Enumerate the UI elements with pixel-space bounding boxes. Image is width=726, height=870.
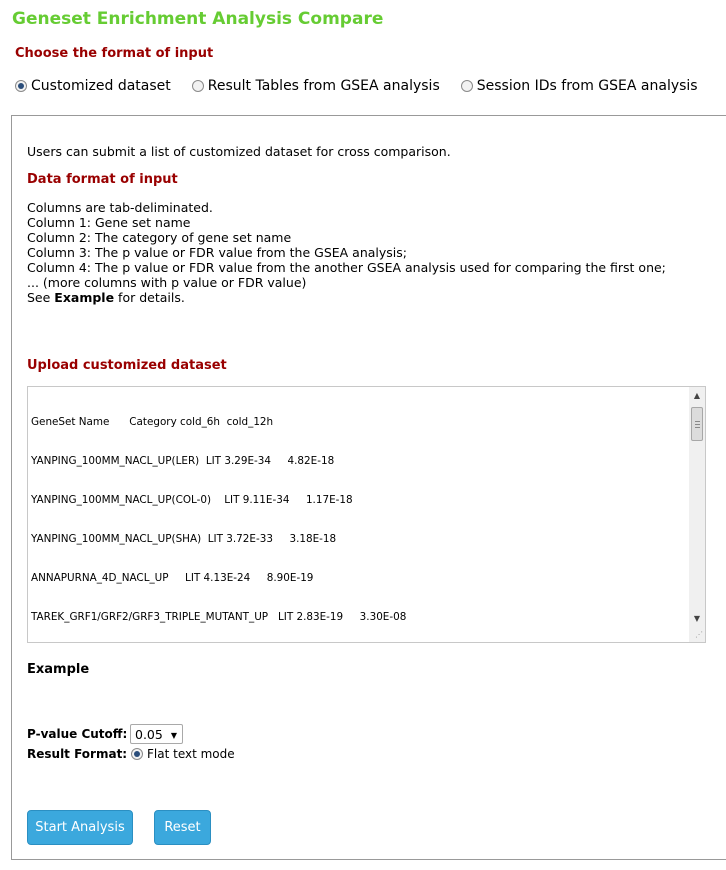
radio-label: Flat text mode bbox=[147, 747, 235, 761]
format-line: Column 3: The p value or FDR value from the GSEA analysis; bbox=[27, 245, 407, 260]
textarea-line: GeneSet Name Category cold_6h cold_12h bbox=[31, 416, 274, 428]
scrollbar-thumb[interactable] bbox=[691, 407, 703, 441]
textarea-content[interactable] bbox=[31, 390, 691, 643]
textarea-line: YANPING_100MM_NACL_UP(SHA) LIT 3.72E-33 3.18E-18 bbox=[31, 533, 337, 545]
radio-label: Result Tables from GSEA analysis bbox=[207, 78, 440, 94]
format-line: Column 4: The p value or FDR value from the another GSEA analysis used for comparing the first one; bbox=[27, 260, 666, 275]
reset-button[interactable]: Reset bbox=[154, 810, 211, 845]
chevron-down-icon: ▼ bbox=[170, 731, 177, 740]
scroll-up-arrow-icon[interactable]: ▲ bbox=[693, 390, 701, 400]
radio-result-tables[interactable] bbox=[192, 78, 440, 94]
format-line: ... (more columns with p value or FDR value) bbox=[27, 275, 307, 290]
page-title: Geneset Enrichment Analysis Compare bbox=[12, 9, 384, 29]
radio-customized-dataset[interactable] bbox=[15, 78, 171, 94]
example-link[interactable]: Example bbox=[54, 290, 115, 305]
radio-session-ids[interactable] bbox=[461, 78, 698, 94]
textarea-scrollbar[interactable] bbox=[689, 387, 705, 642]
input-panel bbox=[11, 115, 726, 860]
pvalue-cutoff-select[interactable] bbox=[130, 724, 183, 744]
radio-button[interactable] bbox=[192, 80, 204, 92]
textarea-line: ANNAPURNA_4D_NACL_UP LIT 4.13E-24 8.90E-19 bbox=[31, 572, 314, 584]
format-line: Columns are tab-deliminated. bbox=[27, 200, 213, 215]
radio-flat-text-mode[interactable] bbox=[131, 747, 235, 761]
radio-button[interactable] bbox=[461, 80, 473, 92]
textarea-line: YANPING_100MM_NACL_UP(LER) LIT 3.29E-34 4.82E-18 bbox=[31, 455, 335, 467]
see-prefix: See bbox=[27, 290, 55, 305]
textarea-line: TAREK_GRF1/GRF2/GRF3_TRIPLE_MUTANT_UP LIT 2.83E-19 3.30E-08 bbox=[31, 611, 407, 623]
radio-label: Session IDs from GSEA analysis bbox=[476, 78, 698, 94]
example-heading[interactable]: Example bbox=[27, 662, 90, 677]
resize-grip-icon[interactable]: ⋰ bbox=[695, 630, 703, 639]
result-format-label: Result Format: bbox=[27, 747, 128, 761]
pvalue-cutoff-label: P-value Cutoff: bbox=[27, 727, 128, 741]
scroll-down-arrow-icon[interactable]: ▼ bbox=[693, 613, 701, 623]
format-line: Column 1: Gene set name bbox=[27, 215, 191, 230]
radio-button-selected[interactable] bbox=[131, 748, 143, 760]
pvalue-selected-value: 0.05 bbox=[135, 726, 163, 742]
see-suffix: for details. bbox=[114, 290, 185, 305]
format-line: Column 2: The category of gene set name bbox=[27, 230, 292, 245]
see-example-line bbox=[27, 290, 666, 305]
intro-text: Users can submit a list of customized dataset for cross comparison. bbox=[27, 144, 451, 159]
format-section-title: Choose the format of input bbox=[15, 46, 214, 61]
radio-button-selected[interactable] bbox=[15, 80, 27, 92]
radio-label: Customized dataset bbox=[31, 78, 171, 94]
textarea-line: YANPING_100MM_NACL_UP(COL-0) LIT 9.11E-34 1.17E-18 bbox=[31, 494, 353, 506]
start-analysis-button[interactable]: Start Analysis bbox=[27, 810, 133, 845]
dataset-textarea[interactable] bbox=[27, 386, 706, 643]
data-format-description bbox=[27, 200, 666, 305]
upload-title: Upload customized dataset bbox=[27, 358, 227, 373]
data-format-title: Data format of input bbox=[27, 172, 178, 187]
format-radio-group bbox=[15, 77, 719, 95]
